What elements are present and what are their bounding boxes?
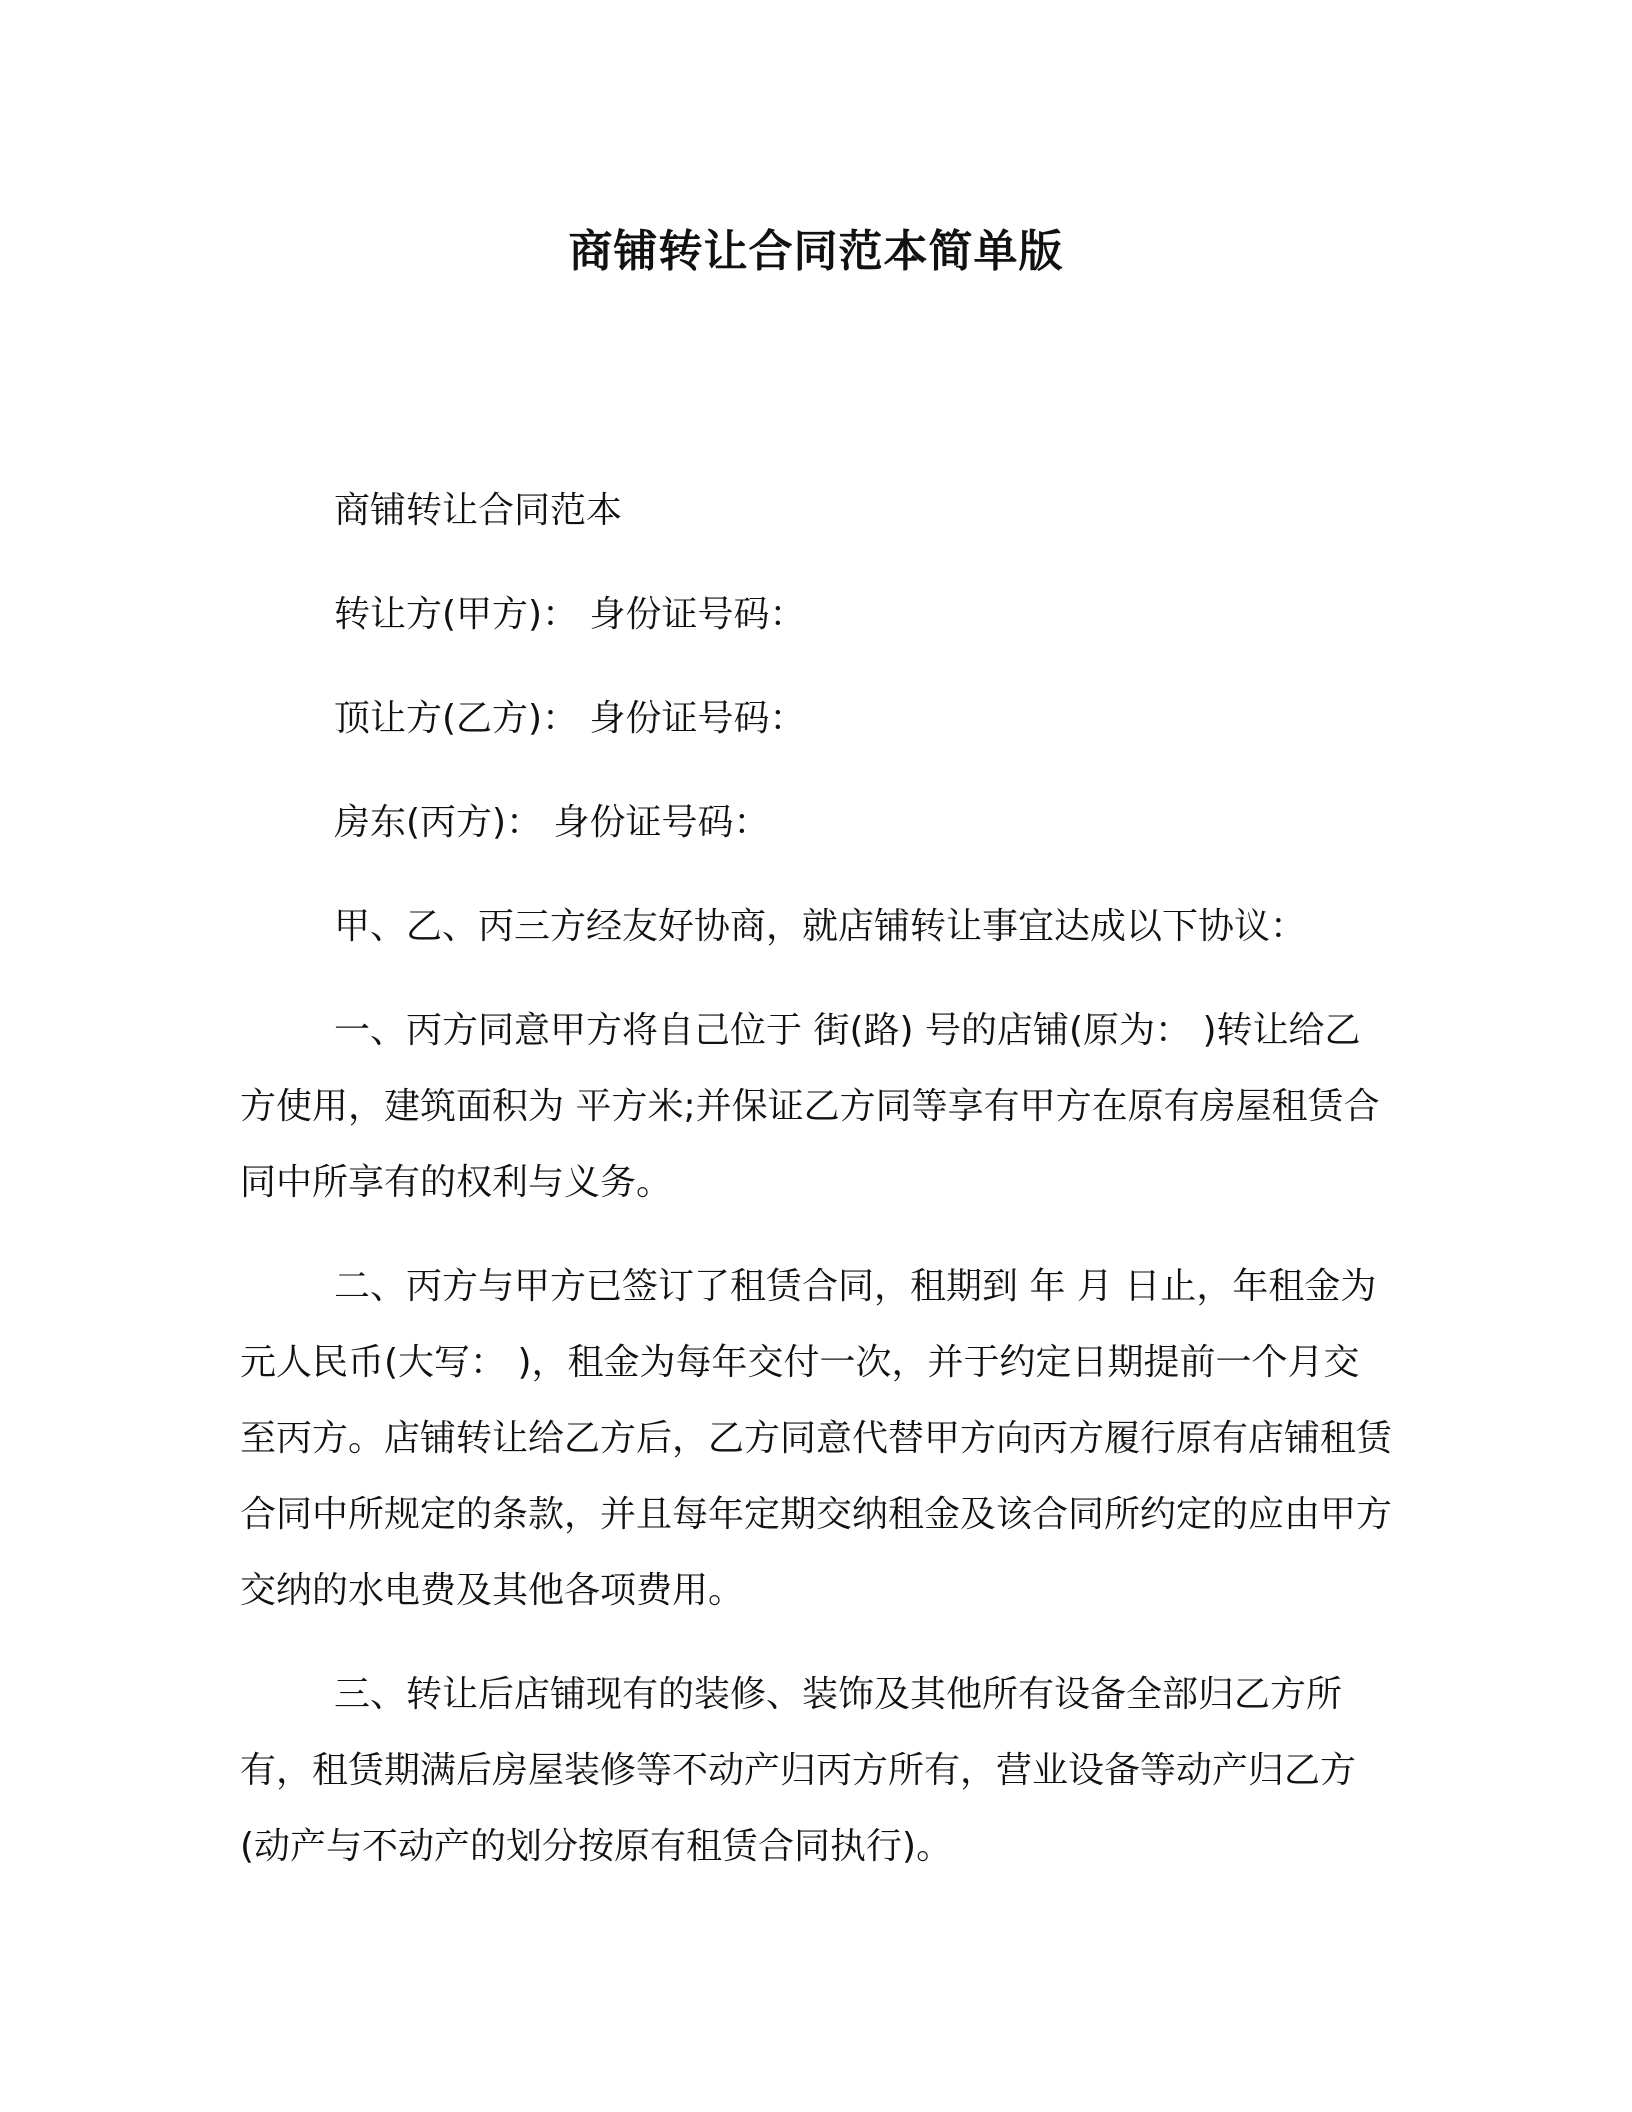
paragraph-clause-2: 二、丙方与甲方已签订了租赁合同，租期到 年 月 日止，年租金为 元人民币(大写： )，租金为每年交付一次，并于约定日期提前一个月交至丙方。店铺转让给乙方后，乙方同意代替甲方向丙方履行原有店铺租赁合同中所规定的条款，并且每年定期交纳租金及该合同所约定的应由甲方交纳的水电费及其他各项费用。 [240,1266,1393,1611]
document-body [240,486,1392,1926]
document-title: 商铺转让合同范本简单版 [568,226,1064,277]
paragraph-subtitle: 商铺转让合同范本 [334,490,623,531]
paragraph-clause-3: 三、转让后店铺现有的装修、装饰及其他所有设备全部归乙方所有，租赁期满后房屋装修等不动产归丙方所有，营业设备等动产归乙方(动产与不动产的划分按原有租赁合同执行)。 [240,1674,1357,1867]
paragraph-party-a: 转让方(甲方)： 身份证号码： [334,594,806,635]
paragraph-clause-1: 一、丙方同意甲方将自己位于 街(路) 号的店铺(原为： )转让给乙方使用，建筑面积为 平方米;并保证乙方同等享有甲方在原有房屋租赁合同中所享有的权利与义务。 [240,1010,1380,1203]
paragraph-party-b: 顶让方(乙方)： 身份证号码： [334,698,806,739]
paragraph-party-c: 房东(丙方)： 身份证号码： [334,802,770,843]
paragraph-intro: 甲、乙、丙三方经友好协商，就店铺转让事宜达成以下协议： [334,906,1307,947]
